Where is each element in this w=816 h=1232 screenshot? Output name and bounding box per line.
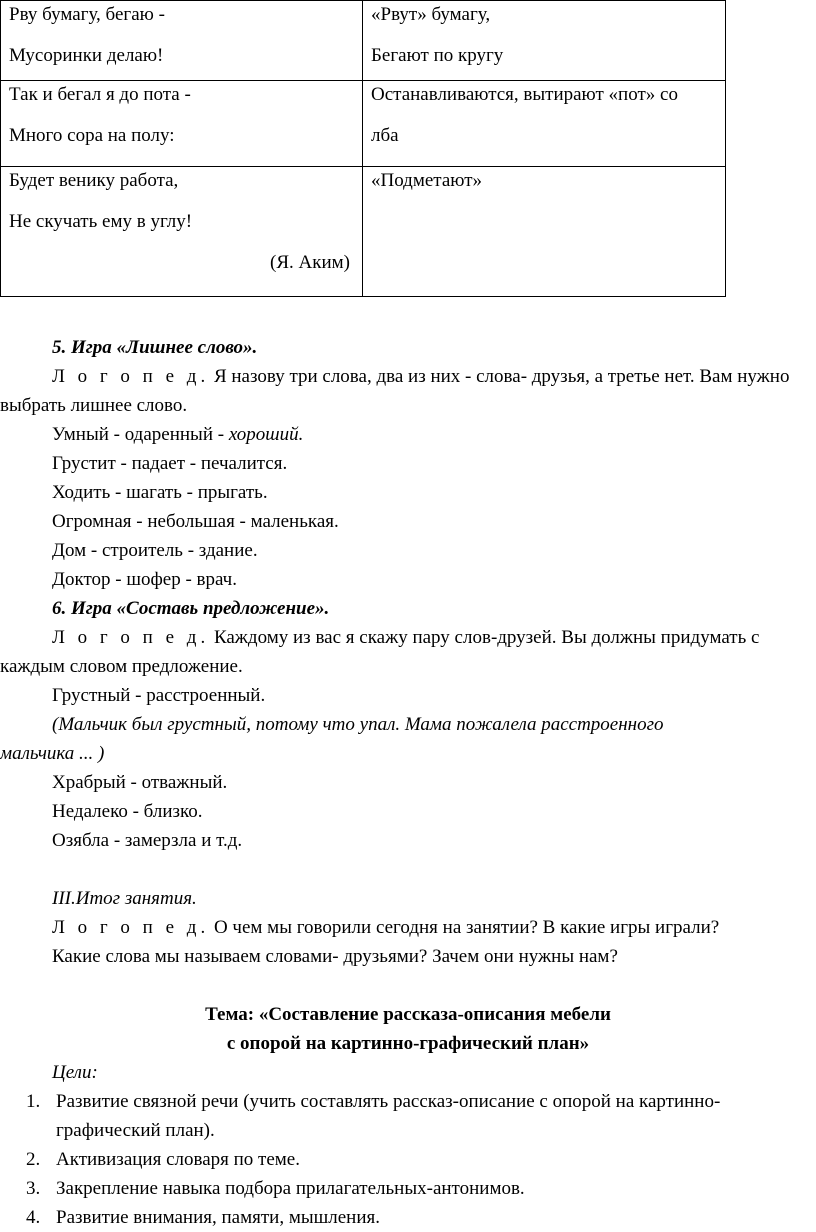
goal-item: [0, 1174, 816, 1203]
game5-item: Дом - строитель - здание.: [52, 540, 258, 561]
game6-intro-text: Каждому из вас я скажу пару слов-друзей. Вы должны придумать с: [209, 627, 760, 648]
goal-number: 2.: [26, 1149, 41, 1170]
goal-text: Активизация словаря по теме.: [56, 1149, 300, 1170]
game5-item: [0, 420, 816, 449]
goal-text: Развитие связной речи (учить составлять рассказ-описание с опорой на картинно-: [56, 1091, 721, 1112]
poem-line: Мусоринки делаю!: [9, 45, 164, 66]
poem-line: Не скучать ему в углу!: [9, 211, 193, 232]
goal-number: 3.: [26, 1178, 41, 1199]
poem-action-cell: [363, 81, 726, 167]
game6-intro: [0, 623, 816, 652]
game6-pair: Озябла - замерзла и т.д.: [52, 830, 243, 851]
poem-line: Рву бумагу, бегаю -: [9, 4, 165, 25]
word-odd: хороший.: [228, 424, 304, 445]
game5-item: Огромная - небольшая - маленькая.: [52, 511, 339, 532]
poem-row: [1, 167, 726, 297]
game6-intro-cont: каждым словом предложение.: [0, 656, 243, 677]
speaker-label: Л о г о п е д.: [52, 627, 210, 648]
game5-item: Доктор - шофер - врач.: [52, 569, 237, 590]
poem-action-cell: [363, 167, 726, 297]
game6-example-cont: мальчика ... ): [0, 743, 105, 764]
goal-number: 1.: [26, 1091, 41, 1112]
word-set: Умный - одаренный -: [52, 424, 229, 445]
goal-item: [0, 1145, 816, 1174]
poem-author: (Я. Аким): [270, 252, 350, 273]
goal-text: Закрепление навыка подбора прилагательных-антонимов.: [56, 1178, 525, 1199]
poem-text-cell: [1, 1, 363, 81]
goal-text: Развитие внимания, памяти, мышления.: [56, 1207, 381, 1228]
poem-line: Так и бегал я до пота -: [9, 84, 191, 105]
document-body: [0, 333, 816, 1232]
goals-heading: Цели:: [52, 1062, 98, 1083]
topic-title-cont: с опорой на картинно-графический план»: [226, 1033, 590, 1054]
game6-pair: Грустный - расстроенный.: [52, 685, 266, 706]
summary-question: [0, 913, 816, 942]
game6-pair: Недалеко - близко.: [52, 801, 203, 822]
goal-text-cont: графический план).: [56, 1120, 215, 1141]
poem-action-line: «Рвут» бумагу,: [371, 4, 491, 25]
goals-list: [0, 1087, 816, 1232]
game5-item: Грустит - падает - печалится.: [52, 453, 288, 474]
poem-action-cell: [363, 1, 726, 81]
game6-example: (Мальчик был грустный, потому что упал. Мама пожалела расстроенного: [52, 714, 664, 735]
poem-row: [1, 81, 726, 167]
topic-title: Тема: «Составление рассказа-описания мебели: [205, 1004, 611, 1025]
goal-number: 4.: [26, 1207, 41, 1228]
game5-intro-cont: выбрать лишнее слово.: [0, 395, 188, 416]
poem-line: Будет венику работа,: [9, 170, 179, 191]
poem-row: [1, 1, 726, 81]
poem-line: Много сора на полу:: [9, 125, 175, 146]
poem-action-line: лба: [371, 125, 399, 146]
goal-item: [0, 1203, 816, 1232]
game6-pair: Храбрый - отважный.: [52, 772, 228, 793]
game6-title: 6. Игра «Составь предложение».: [52, 598, 330, 619]
poem-text-cell: [1, 167, 363, 297]
poem-text-cell: [1, 81, 363, 167]
summary-question: Какие слова мы называем словами- друзьями? Зачем они нужны нам?: [52, 946, 618, 967]
speaker-label: Л о г о п е д.: [52, 917, 210, 938]
game5-item: Ходить - шагать - прыгать.: [52, 482, 268, 503]
poem-action-line: «Подметают»: [371, 170, 483, 191]
game5-intro-text: Я назову три слова, два из них - слова- друзья, а третье нет. Вам нужно: [209, 366, 790, 387]
game5-intro: [0, 362, 816, 391]
summary-title: III.Итог занятия.: [52, 888, 197, 909]
summary-question-text: О чем мы говорили сегодня на занятии? В какие игры играли?: [209, 917, 720, 938]
poem-action-line: Останавливаются, вытирают «пот» со: [371, 84, 678, 105]
goal-item: [0, 1087, 816, 1145]
speaker-label: Л о г о п е д.: [52, 366, 210, 387]
poem-table: [0, 0, 726, 297]
poem-action-line: Бегают по кругу: [371, 45, 504, 66]
game5-title: 5. Игра «Лишнее слово».: [52, 337, 258, 358]
